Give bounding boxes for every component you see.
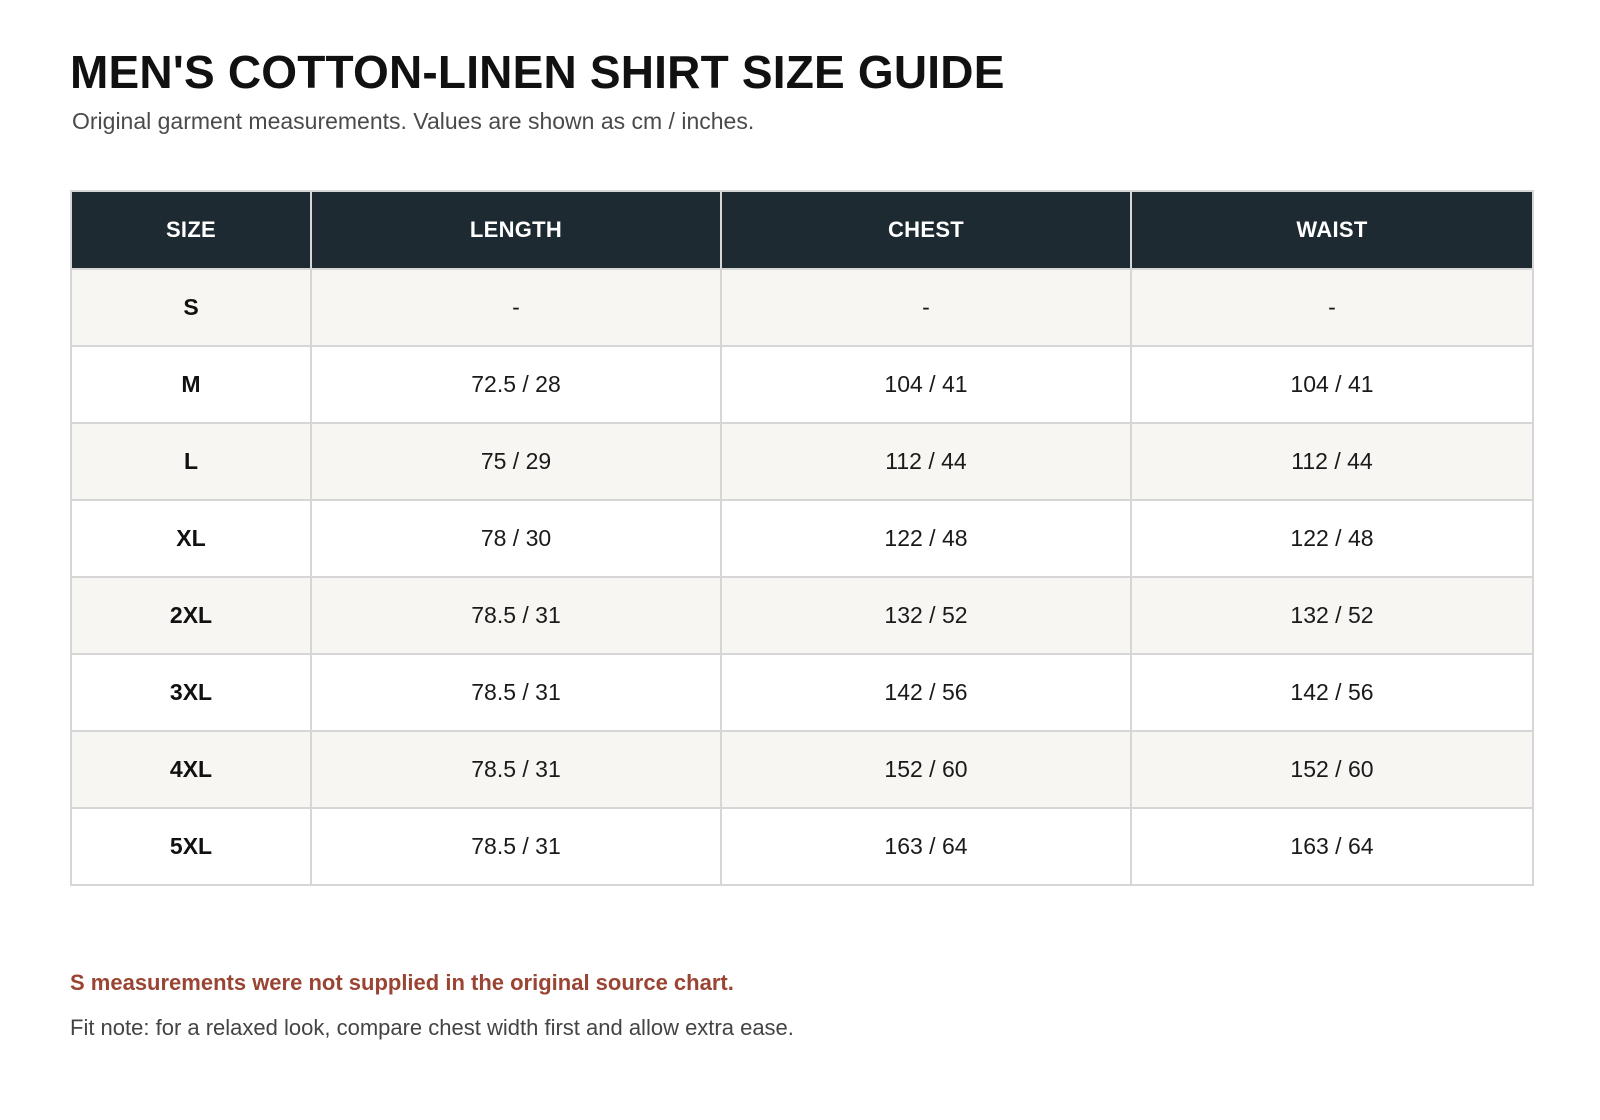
length-cell: 78.5 / 31	[311, 731, 721, 808]
table-row	[71, 269, 1533, 346]
chest-cell: 104 / 41	[721, 346, 1131, 423]
fit-note: Fit note: for a relaxed look, compare chest width first and allow extra ease.	[70, 1015, 794, 1040]
table-row	[71, 500, 1533, 577]
table-row	[71, 423, 1533, 500]
length-cell: 75 / 29	[311, 423, 721, 500]
table-header	[71, 191, 1533, 269]
size-cell: 2XL	[71, 577, 311, 654]
page-subtitle: Original garment measurements. Values are shown as cm / inches.	[72, 108, 755, 134]
length-cell: -	[311, 269, 721, 346]
length-cell: 72.5 / 28	[311, 346, 721, 423]
chest-cell: 142 / 56	[721, 654, 1131, 731]
column-header-size: SIZE	[71, 191, 311, 269]
length-cell: 78 / 30	[311, 500, 721, 577]
chest-cell: 152 / 60	[721, 731, 1131, 808]
length-cell: 78.5 / 31	[311, 654, 721, 731]
table-row	[71, 808, 1533, 885]
size-cell: L	[71, 423, 311, 500]
waist-cell: 142 / 56	[1131, 654, 1533, 731]
size-cell: 3XL	[71, 654, 311, 731]
column-header-length: LENGTH	[311, 191, 721, 269]
page-title: MEN'S COTTON-LINEN SHIRT SIZE GUIDE	[70, 46, 1005, 98]
table-header-row	[71, 191, 1533, 269]
size-cell: S	[71, 269, 311, 346]
size-cell: M	[71, 346, 311, 423]
chest-cell: 163 / 64	[721, 808, 1131, 885]
column-header-chest: CHEST	[721, 191, 1131, 269]
size-cell: XL	[71, 500, 311, 577]
chest-cell: 122 / 48	[721, 500, 1131, 577]
size-cell: 4XL	[71, 731, 311, 808]
waist-cell: 152 / 60	[1131, 731, 1533, 808]
table-row	[71, 654, 1533, 731]
column-header-waist: WAIST	[1131, 191, 1533, 269]
waist-cell: 122 / 48	[1131, 500, 1533, 577]
size-guide-table	[70, 190, 1534, 886]
size-cell: 5XL	[71, 808, 311, 885]
table-body	[71, 269, 1533, 885]
length-cell: 78.5 / 31	[311, 577, 721, 654]
waist-cell: 163 / 64	[1131, 808, 1533, 885]
chest-cell: 132 / 52	[721, 577, 1131, 654]
waist-cell: -	[1131, 269, 1533, 346]
missing-data-note: S measurements were not supplied in the original source chart.	[70, 970, 734, 995]
table-row	[71, 346, 1533, 423]
waist-cell: 104 / 41	[1131, 346, 1533, 423]
waist-cell: 112 / 44	[1131, 423, 1533, 500]
waist-cell: 132 / 52	[1131, 577, 1533, 654]
table-row	[71, 731, 1533, 808]
table-row	[71, 577, 1533, 654]
chest-cell: 112 / 44	[721, 423, 1131, 500]
chest-cell: -	[721, 269, 1131, 346]
length-cell: 78.5 / 31	[311, 808, 721, 885]
